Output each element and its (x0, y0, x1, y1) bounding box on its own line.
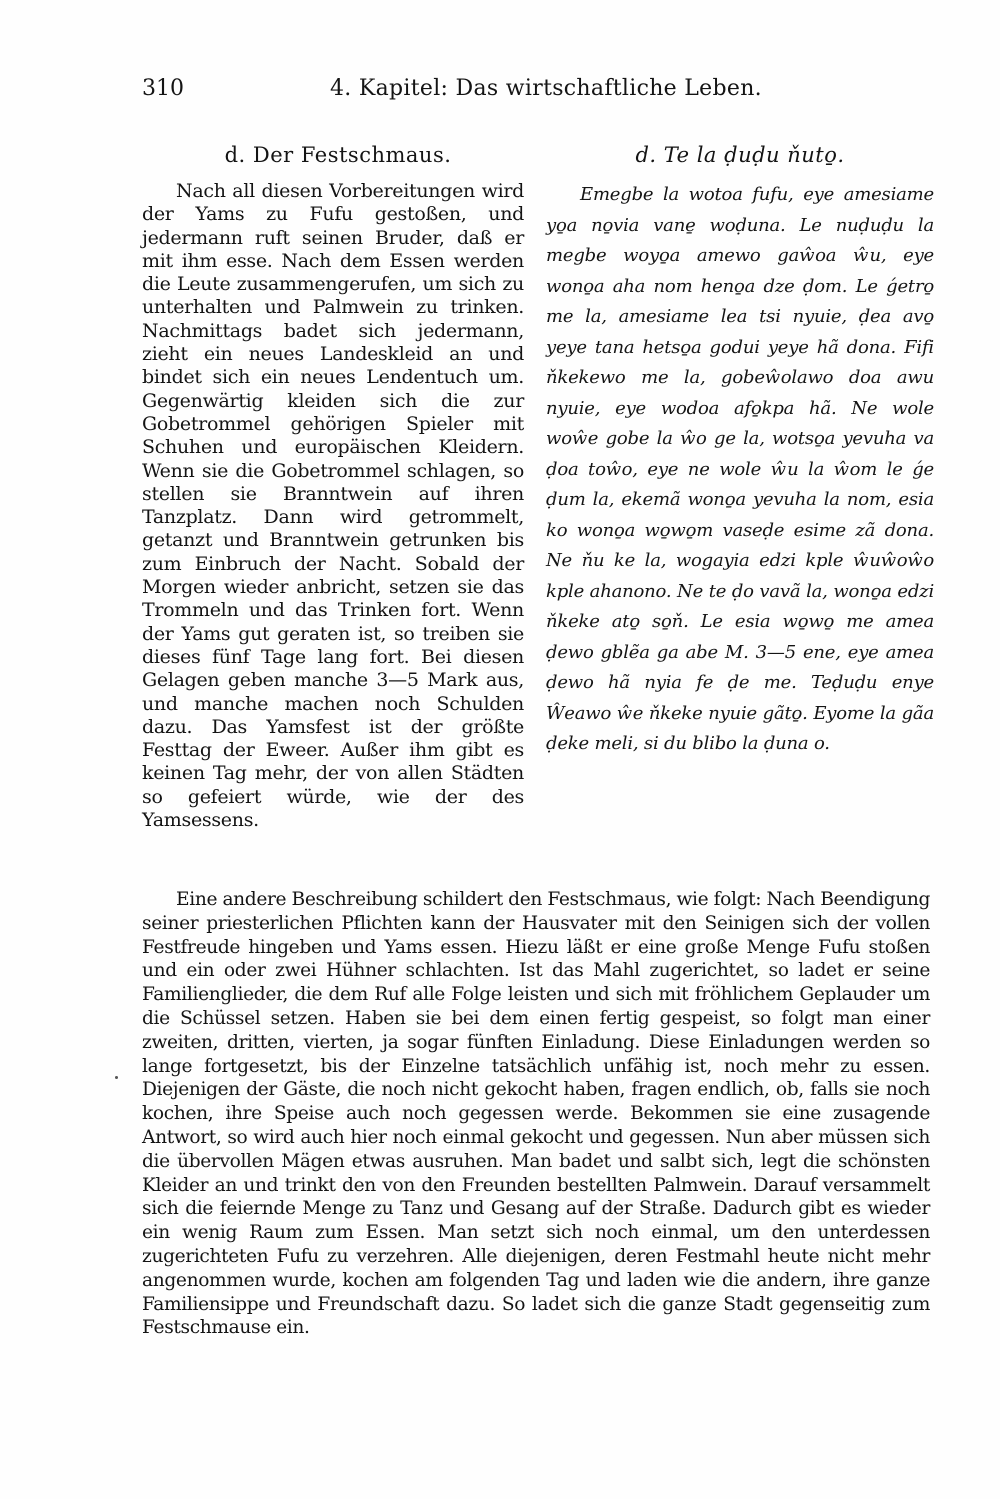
ewe-paragraph: Emegbe la wotoa fufu, eye amesiame yo̱a no̱via vane̱ woḍuna. Le nuḍuḍu la megbe woyo̱a amewo gaŵoa ŵu, eye wono̱a aha nom heno̱a dze ḍom. Le ǵetro̱ me la, amesiame lea tsi nyuie, ḍea avo̱ yeye tana hetso̱a godui yeye hã dona. Fifi ňkekewo me la, gobeŵolawo doa awu nyuie, eye wodoa afo̱kpa hã. Ne wole woŵe gobe la ŵo ge la, wotso̱a yevuha va ḍoa toŵo, eye ne wole ŵu la ŵom le ǵe ḍum la, ekemã wono̱a yevuha la nom, esia ko wono̱a wo̱wo̱m vaseḍe esime zã dona. Ne ňu ke la, wogayia edzi kple ŵuŵoŵo kple ahanono. Ne te ḍo vavã la, wono̱a edzi ňkeke ato̱ so̱ň. Le esia wo̱wo̱ me amea ḍewo gblẽa ga abe M. 3—5 ene, eye amea ḍewo hã nyia fe ḍe me. Teḍuḍu enye Ŵeawo ŵe ňkeke nyuie gãto̱. Eyome la gãa ḍeke meli, si du blibo la ḍuna o. (546, 184, 934, 754)
ewe-section-heading: d. Te la ḍuḍu ňuto̱. (635, 143, 845, 167)
full-width-paragraph: Eine andere Beschreibung schildert den Festschmaus, wie folgt: Nach Beendigung seiner priesterlichen Pflichten kann der Hausvater mit den Seinigen sich der vollen Festfreude hingeben und Yams essen. Hiezu läßt er eine große Menge Fufu stoßen und ein oder zwei Hühner schlachten. Ist das Mahl zugerichtet, so ladet er seine Familienglieder, die dem Ruf alle Folge leisten und sich mit fröhlichem Geplauder um die Schüssel setzen. Haben sie bei dem einen fertig gespeist, so folgt man einer zweiten, dritten, vierten, ja sogar fünften Einladung. Diese Einladungen werden so lange fortgesetzt, bis der Einzelne tatsächlich unfähig ist, noch mehr zu essen. Diejenigen der Gäste, die noch nicht gekocht haben, fragen endlich, ob, falls sie noch kochen, ihre Speise auch noch gegessen werde. Bekommen sie eine zusagende Antwort, so wird auch hier noch einmal gekocht und gegessen. Nun aber müssen sich die übervollen Mägen etwas ausruhen. Man badet und salbt sich, legt die schönsten Kleider an und trinkt den von den Freunden bestellten Palmwein. Darauf versammelt sich die feiernde Menge zu Tanz und Gesang auf der Straße. Dadurch gibt es wieder ein wenig Raum zum Essen. Man setzt sich noch einmal, um den unterdessen zugerichteten Fufu zu verzehren. Alle diejenigen, deren Festmahl heute nicht mehr angenommen wurde, kochen am folgenden Tag und laden wie die andern, ihre ganze Familiensippe und Freundschaft dazu. So ladet sich die ganze Stadt gegenseitig zum Festschmause ein. (142, 889, 930, 1339)
german-paragraph: Nach all diesen Vorbereitungen wird der Yams zu Fufu gestoßen, und jedermann ruft seinen Bruder, daß er mit ihm esse. Nach dem Essen werden die Leute zusammengerufen, um sich zu unterhalten und Palmwein zu trinken. Nachmittags badet sich jedermann, zieht ein neues Landeskleid an und bindet sich ein neues Lendentuch um. Gegenwärtig kleiden sich die zur Gobetrommel gehörigen Spieler mit Schuhen und europäischen Kleidern. Wenn sie die Gobetrommel schlagen, so stellen sie Branntwein auf ihren Tanzplatz. Dann wird getrommelt, getanzt und Branntwein getrunken bis zum Einbruch der Nacht. Sobald der Morgen wieder anbricht, setzen sie das Trommeln und das Trinken fort. Wenn der Yams gut geraten ist, so treiben sie dieses fünf Tage lang fort. Bei diesen Gelagen geben manche 3—5 Mark aus, und manche machen noch Schulden dazu. Das Yamsfest ist der größte Festtag der Eweer. Außer ihm gibt es keinen Tag mehr, der von allen Städten so gefeiert würde, wie der des Yamsessens. (142, 180, 524, 832)
german-section-heading: d. Der Festschmaus. (224, 143, 452, 167)
german-column (142, 140, 524, 832)
ewe-column (546, 140, 934, 760)
running-head (142, 76, 930, 110)
chapter-title: 4. Kapitel: Das wirtschaftliche Leben. (330, 76, 762, 101)
page-number: 310 (142, 76, 184, 101)
print-speck (115, 1076, 118, 1079)
